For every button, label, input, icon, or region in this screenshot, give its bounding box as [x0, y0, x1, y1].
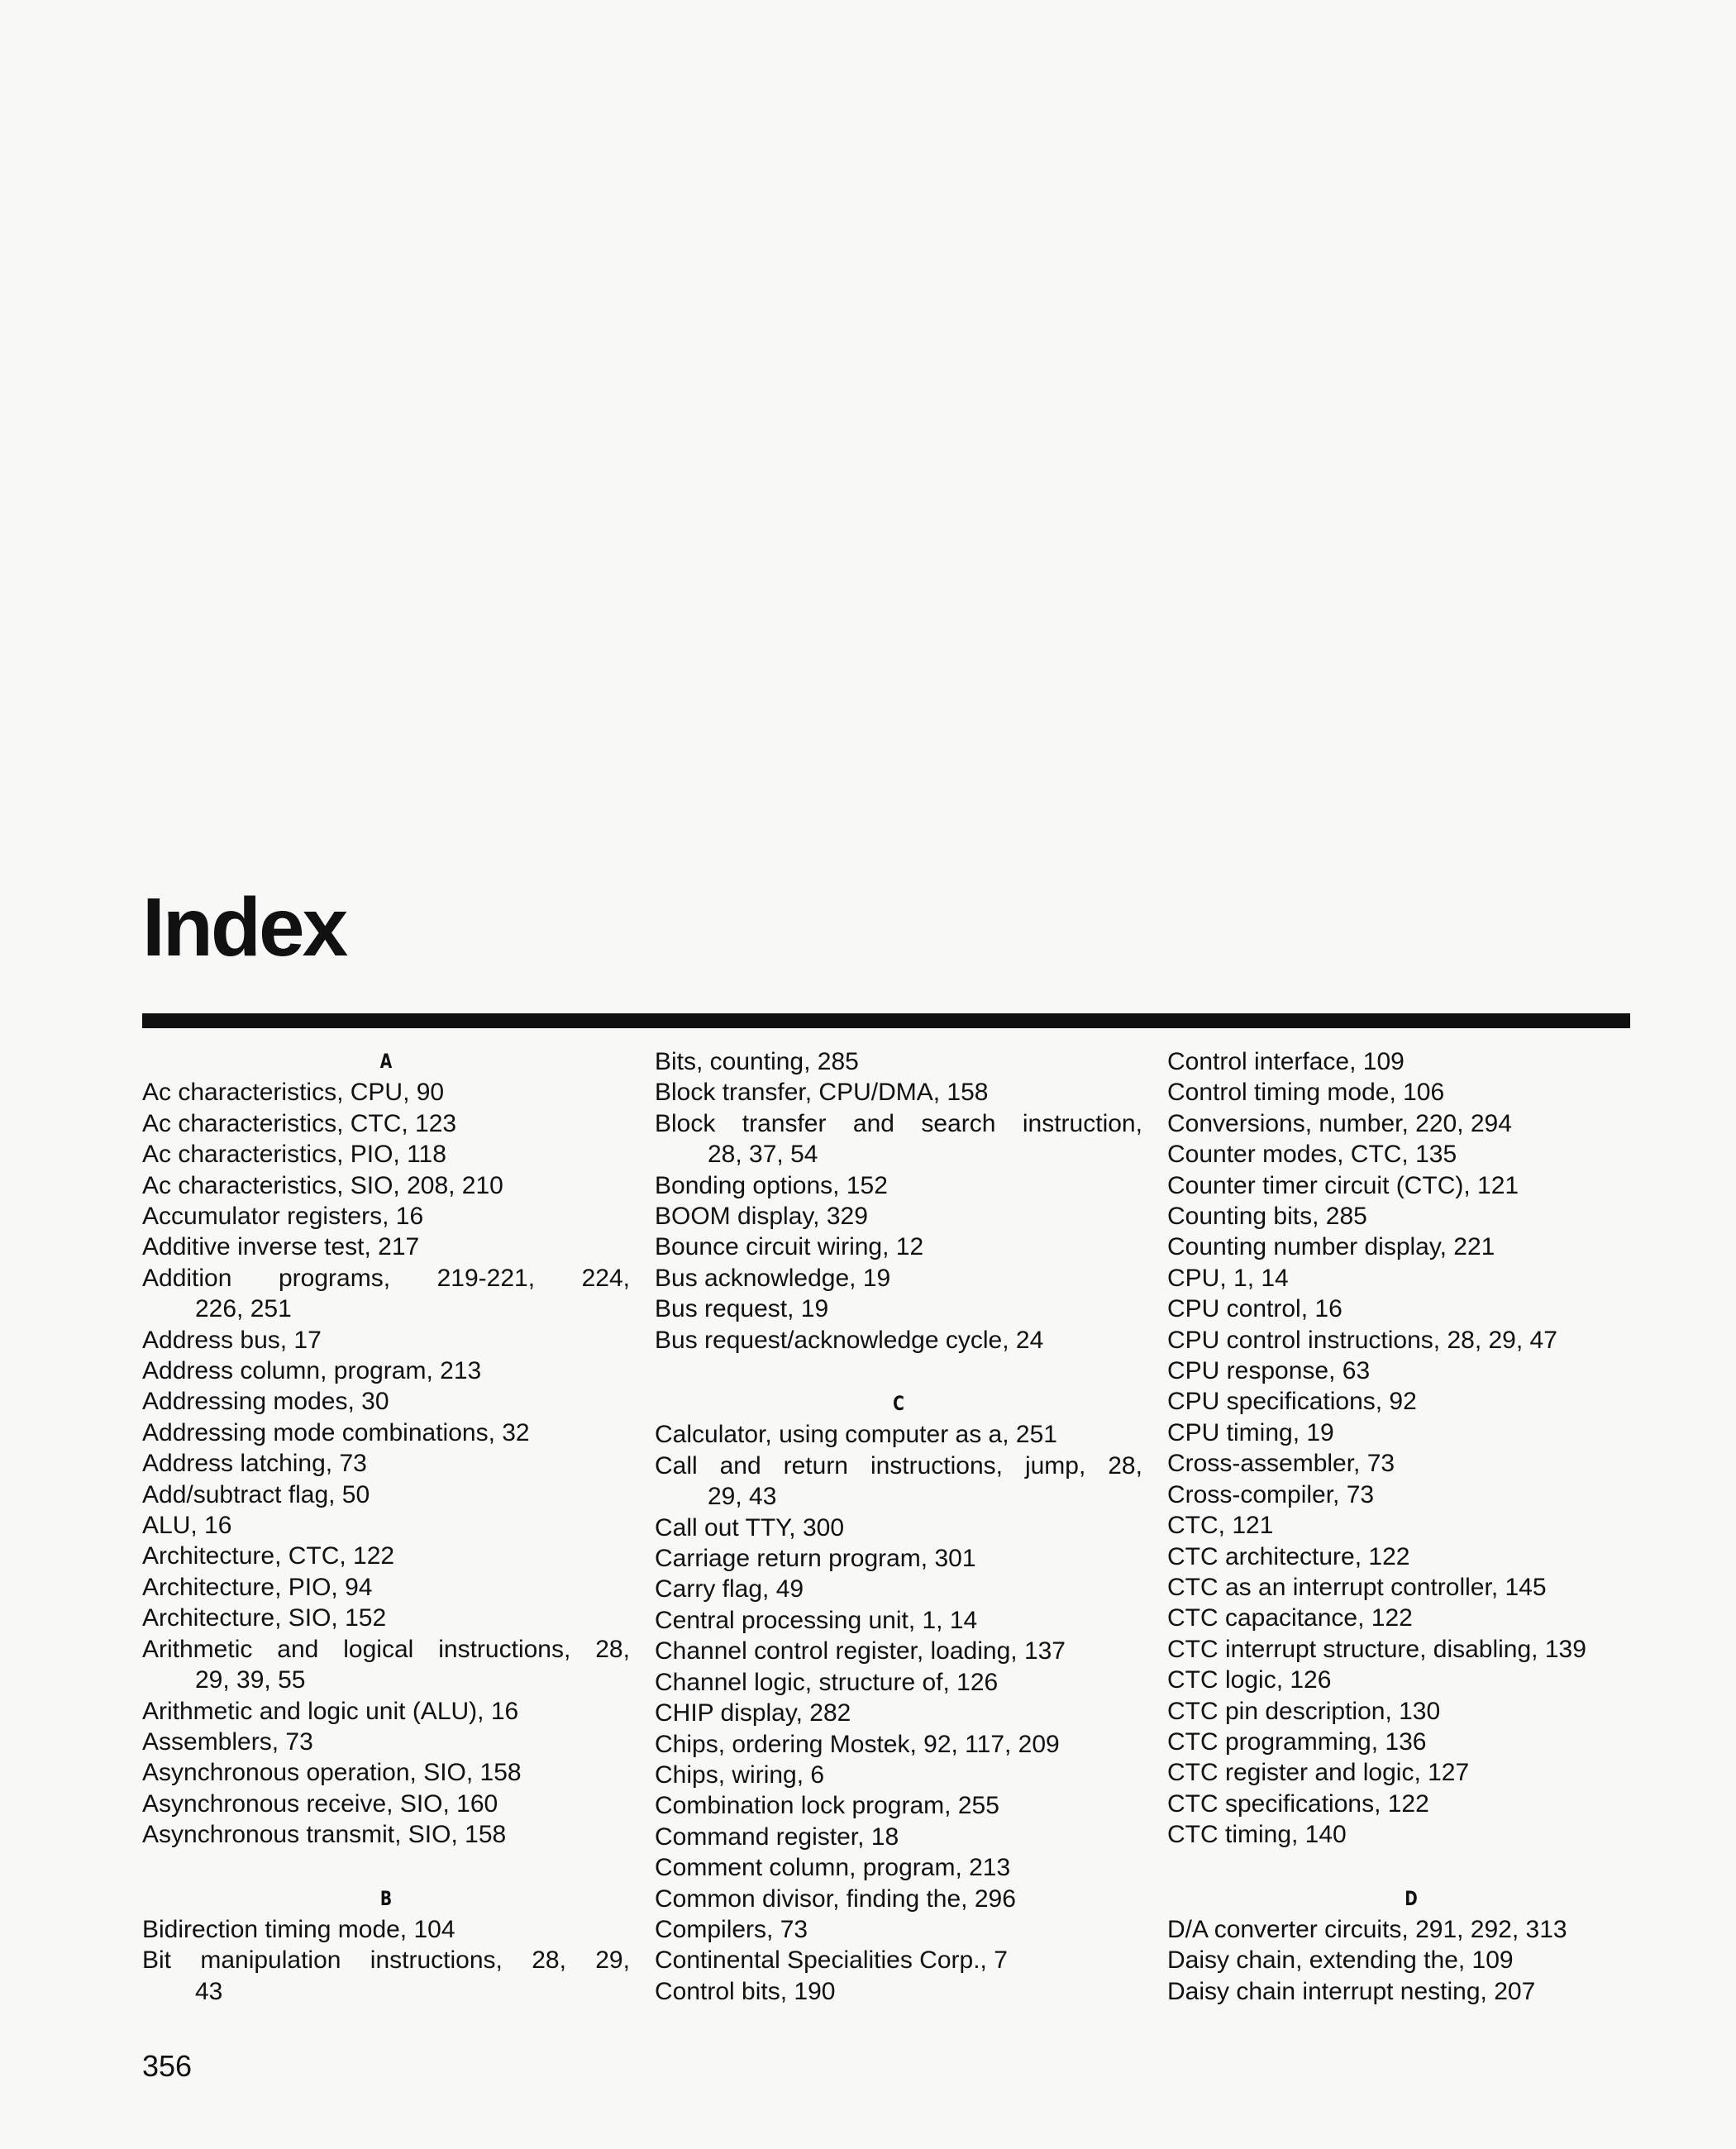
index-entry-text: Asynchronous transmit, SIO, 158	[142, 1821, 507, 1849]
index-entry-text: CTC register and logic, 127	[1167, 1759, 1470, 1787]
index-entry-text: Counter modes, CTC, 135	[1167, 1141, 1457, 1169]
index-entry-text: CTC timing, 140	[1167, 1821, 1347, 1849]
index-entry-text: Conversions, number, 220, 294	[1167, 1109, 1512, 1137]
page-number: 356	[142, 2049, 193, 2083]
index-entry-text: Compilers, 73	[655, 1915, 808, 1943]
index-entry-word: and	[852, 1109, 894, 1137]
index-entry-text: Asynchronous receive, SIO, 160	[142, 1789, 498, 1818]
index-entry-text: D/A converter circuits, 291, 292, 313	[1167, 1915, 1567, 1943]
index-entry-text: Central processing unit, 1, 14	[655, 1606, 978, 1634]
index-entry	[142, 1541, 630, 1571]
index-entry-text: CHIP display, 282	[655, 1699, 851, 1727]
index-entry	[142, 1232, 630, 1262]
index-entry	[655, 1325, 1142, 1356]
index-entry	[1167, 1480, 1655, 1510]
index-entry	[142, 1386, 630, 1417]
index-entry-text: Counting number display, 221	[1167, 1233, 1495, 1261]
index-entry-text: Continental Specialities Corp., 7	[655, 1946, 1008, 1975]
index-entry-text: Daisy chain, extending the, 109	[1167, 1946, 1514, 1975]
index-entry	[1167, 1139, 1655, 1170]
index-entry-word: 28,	[595, 1635, 630, 1663]
index-entry-text: CTC as an interrupt controller, 145	[1167, 1573, 1547, 1601]
index-entry-text: Address latching, 73	[142, 1450, 367, 1478]
index-entry-text: Daisy chain interrupt nesting, 207	[1167, 1977, 1536, 2005]
index-entry	[655, 1667, 1142, 1698]
index-entry	[655, 1294, 1142, 1324]
index-entry-text: CTC specifications, 122	[1167, 1789, 1429, 1818]
index-section	[655, 1046, 1142, 1356]
index-entry-text: Counter timer circuit (CTC), 121	[1167, 1171, 1519, 1199]
index-entry-text: Ac characteristics, CPU, 90	[142, 1079, 445, 1107]
index-entry-word: 28,	[532, 1946, 566, 1975]
index-entry	[655, 1976, 1142, 2007]
index-entry	[1167, 1325, 1655, 1356]
index-entry-text: Address column, program, 213	[142, 1357, 482, 1385]
index-entry	[142, 1418, 630, 1448]
index-entry-text: CTC logic, 126	[1167, 1666, 1332, 1694]
index-entry-word: 224,	[581, 1264, 630, 1292]
index-entry	[655, 1790, 1142, 1821]
index-entry-text: Chips, ordering Mostek, 92, 117, 209	[655, 1730, 1060, 1758]
index-entry-text: Call out TTY, 300	[655, 1513, 845, 1541]
index-entry	[1167, 1789, 1655, 1819]
index-entry-text: Bus request, 19	[655, 1295, 829, 1323]
index-section	[1167, 1884, 1655, 2008]
index-entry	[1167, 1510, 1655, 1541]
index-entry	[1167, 1418, 1655, 1448]
index-entry-text: Control timing mode, 106	[1167, 1079, 1445, 1107]
index-entry-text: Control bits, 190	[655, 1977, 836, 2005]
index-entry	[655, 1729, 1142, 1760]
index-entry-word: instructions,	[438, 1635, 571, 1663]
index-entry	[655, 1698, 1142, 1728]
index-entry-continuation: 29, 39, 55	[195, 1666, 306, 1694]
index-entry-text: Chips, wiring, 6	[655, 1761, 825, 1789]
index-entry	[142, 1263, 630, 1325]
index-entry	[142, 1727, 630, 1757]
index-entry-word: Call	[655, 1451, 698, 1480]
index-entry-text: Cross-compiler, 73	[1167, 1480, 1375, 1508]
index-entry-word: 28,	[1108, 1451, 1142, 1480]
index-section	[1167, 1046, 1655, 1851]
section-letter-heading: A	[379, 1050, 393, 1073]
index-entry-text: Ac characteristics, PIO, 118	[142, 1141, 446, 1169]
index-entry-text: Comment column, program, 213	[655, 1854, 1011, 1882]
index-entry	[142, 1945, 630, 2007]
index-entry-word: and	[277, 1635, 319, 1663]
index-entry	[142, 1789, 630, 1819]
index-entry-text: Assemblers, 73	[142, 1727, 313, 1756]
section-letter-heading: B	[379, 1886, 393, 1910]
index-entry	[1167, 1541, 1655, 1572]
index-entry-word: logical	[343, 1635, 414, 1663]
index-column-1	[142, 1046, 630, 2007]
index-entry	[142, 1108, 630, 1139]
index-entry	[655, 1605, 1142, 1636]
index-entry-word: transfer	[742, 1109, 827, 1137]
index-entry	[655, 1822, 1142, 1852]
index-entry	[655, 1636, 1142, 1666]
index-entry-text: Add/subtract flag, 50	[142, 1480, 370, 1508]
index-entry-text: Command register, 18	[655, 1823, 899, 1851]
index-entry-text: Bidirection timing mode, 104	[142, 1915, 455, 1943]
index-entry	[142, 1448, 630, 1479]
index-entry-text: CPU control instructions, 28, 29, 47	[1167, 1326, 1557, 1354]
index-entry	[1167, 1914, 1655, 1945]
index-entry-text: Calculator, using computer as a, 251	[655, 1421, 1057, 1449]
index-entry-text: Bonding options, 152	[655, 1171, 888, 1199]
index-entry-text: Architecture, PIO, 94	[142, 1573, 373, 1601]
index-entry-text: Carry flag, 49	[655, 1575, 804, 1603]
index-entry	[142, 1510, 630, 1541]
index-entry	[655, 1945, 1142, 1975]
index-entry-text: CPU control, 16	[1167, 1295, 1343, 1323]
index-entry-text: Additive inverse test, 217	[142, 1233, 420, 1261]
index-entry	[655, 1170, 1142, 1201]
index-entry	[1167, 1572, 1655, 1603]
index-entry-word: 219-221,	[436, 1264, 536, 1292]
index-entry-text: Ac characteristics, SIO, 208, 210	[142, 1171, 503, 1199]
index-entry	[142, 1139, 630, 1170]
index-entry-text: ALU, 16	[142, 1512, 232, 1540]
index-section	[142, 1884, 630, 2008]
index-entry	[655, 1232, 1142, 1262]
index-entry-text: Channel logic, structure of, 126	[655, 1668, 999, 1696]
index-entry-word: Block	[655, 1109, 716, 1137]
index-entry-text: Arithmetic and logic unit (ALU), 16	[142, 1697, 519, 1725]
index-entry	[655, 1046, 1142, 1077]
index-entry	[655, 1760, 1142, 1790]
index-entry	[655, 1574, 1142, 1604]
index-entry	[1167, 1201, 1655, 1232]
index-entry	[655, 1884, 1142, 1914]
index-entry-text: CTC programming, 136	[1167, 1727, 1427, 1756]
index-entry-continuation: 28, 37, 54	[708, 1141, 818, 1169]
index-entry	[1167, 1634, 1655, 1665]
index-section	[655, 1389, 1142, 2007]
index-entry-text: Architecture, SIO, 152	[142, 1604, 387, 1632]
index-entry	[142, 1356, 630, 1386]
index-entry-text	[142, 1263, 630, 1294]
index-entry	[142, 1480, 630, 1510]
index-entry	[1167, 1727, 1655, 1757]
index-entry	[1167, 1386, 1655, 1417]
index-entry	[1167, 1945, 1655, 1975]
index-entry-text: Channel control register, loading, 137	[655, 1637, 1066, 1665]
index-entry	[1167, 1077, 1655, 1108]
index-section	[142, 1046, 630, 1851]
index-entry-word: Bit	[142, 1946, 172, 1975]
index-entry	[1167, 1294, 1655, 1324]
index-entry-text: CTC pin description, 130	[1167, 1697, 1441, 1725]
index-entry-text: Bits, counting, 285	[655, 1048, 859, 1075]
index-entry	[142, 1819, 630, 1850]
index-entry-text: Ac characteristics, CTC, 123	[142, 1109, 457, 1137]
index-entry	[655, 1852, 1142, 1883]
index-entry	[142, 1603, 630, 1633]
index-entry	[1167, 1232, 1655, 1262]
index-column-2	[655, 1046, 1142, 2007]
index-entry	[142, 1634, 630, 1696]
index-entry-text: Address bus, 17	[142, 1326, 322, 1354]
index-entry	[142, 1696, 630, 1727]
index-entry	[655, 1543, 1142, 1574]
index-entry-word: instructions,	[370, 1946, 503, 1975]
index-entry-text: Bus request/acknowledge cycle, 24	[655, 1326, 1044, 1354]
index-entry	[655, 1108, 1142, 1170]
index-entry	[142, 1325, 630, 1356]
index-entry	[655, 1513, 1142, 1543]
index-entry-word: and	[719, 1451, 761, 1480]
index-entry	[655, 1077, 1142, 1108]
index-entry	[1167, 1448, 1655, 1479]
index-entry	[142, 1572, 630, 1603]
index-entry	[142, 1077, 630, 1108]
index-entry	[655, 1914, 1142, 1945]
index-entry	[655, 1201, 1142, 1232]
index-entry-text: Bounce circuit wiring, 12	[655, 1233, 924, 1261]
index-entry-text: Accumulator registers, 16	[142, 1203, 424, 1231]
index-entry-text: CTC capacitance, 122	[1167, 1604, 1413, 1632]
index-entry-text: CTC, 121	[1167, 1512, 1274, 1540]
index-entry-word: search	[921, 1109, 996, 1137]
index-entry-text	[142, 1945, 630, 1975]
index-entry-text: Combination lock program, 255	[655, 1792, 999, 1820]
index-entry	[1167, 1757, 1655, 1788]
index-entry	[655, 1419, 1142, 1450]
index-entry-word: 29,	[595, 1946, 630, 1975]
index-entry-text: Common divisor, finding the, 296	[655, 1885, 1016, 1913]
index-entry	[1167, 1356, 1655, 1386]
index-entry-text	[142, 1634, 630, 1665]
index-entry	[1167, 1976, 1655, 2007]
index-entry-word: Addition	[142, 1264, 232, 1292]
title-rule	[142, 1013, 1630, 1028]
index-entry-continuation: 43	[195, 1977, 223, 2005]
index-entry	[1167, 1108, 1655, 1139]
index-entry-text: CTC architecture, 122	[1167, 1542, 1410, 1570]
index-entry	[655, 1263, 1142, 1294]
section-letter-heading: C	[893, 1392, 904, 1416]
index-entry-text: Architecture, CTC, 122	[142, 1542, 395, 1570]
index-entry-text: Carriage return program, 301	[655, 1545, 976, 1573]
index-entry-text: BOOM display, 329	[655, 1203, 868, 1231]
index-entry	[655, 1451, 1142, 1513]
index-entry	[1167, 1046, 1655, 1077]
index-entry	[1167, 1603, 1655, 1633]
index-column-3	[1167, 1046, 1655, 2007]
index-entry-text: CPU timing, 19	[1167, 1418, 1334, 1446]
index-entry-word: manipulation	[200, 1946, 341, 1975]
index-entry-word: instruction,	[1022, 1109, 1142, 1137]
index-entry	[1167, 1819, 1655, 1850]
index-entry-text: Bus acknowledge, 19	[655, 1264, 891, 1292]
index-entry-continuation: 29, 43	[708, 1483, 777, 1511]
index-entry	[1167, 1665, 1655, 1695]
index-entry-text: Block transfer, CPU/DMA, 158	[655, 1079, 989, 1107]
index-entry-word: instructions,	[870, 1451, 1004, 1480]
section-letter-heading: D	[1405, 1886, 1418, 1910]
index-entry-word: return	[783, 1451, 848, 1480]
index-entry-continuation: 226, 251	[195, 1295, 292, 1323]
index-entry-text: Cross-assembler, 73	[1167, 1450, 1395, 1478]
index-entry	[1167, 1696, 1655, 1727]
index-entry-text: Counting bits, 285	[1167, 1203, 1367, 1231]
index-entry-text	[655, 1108, 1142, 1139]
index-entry-word: Arithmetic	[142, 1635, 253, 1663]
index-entry-text: CPU response, 63	[1167, 1357, 1371, 1385]
index-entry-word: programs,	[278, 1264, 391, 1292]
index-entry	[142, 1757, 630, 1788]
index-entry-text: CPU specifications, 92	[1167, 1388, 1417, 1416]
index-entry	[142, 1201, 630, 1232]
index-entry	[142, 1914, 630, 1945]
index-entry	[1167, 1170, 1655, 1201]
index-entry-text: CPU, 1, 14	[1167, 1264, 1289, 1292]
index-entry-text: Addressing mode combinations, 32	[142, 1418, 530, 1446]
index-entry-text: Asynchronous operation, SIO, 158	[142, 1759, 522, 1787]
index-entry	[142, 1170, 630, 1201]
index-entry-text	[655, 1451, 1142, 1481]
index-entry-text: Control interface, 109	[1167, 1048, 1405, 1075]
page-title: Index	[142, 881, 346, 974]
index-entry-word: jump,	[1024, 1451, 1086, 1480]
index-entry-text: CTC interrupt structure, disabling, 139	[1167, 1635, 1586, 1663]
index-entry-text: Addressing modes, 30	[142, 1388, 389, 1416]
index-entry	[1167, 1263, 1655, 1294]
